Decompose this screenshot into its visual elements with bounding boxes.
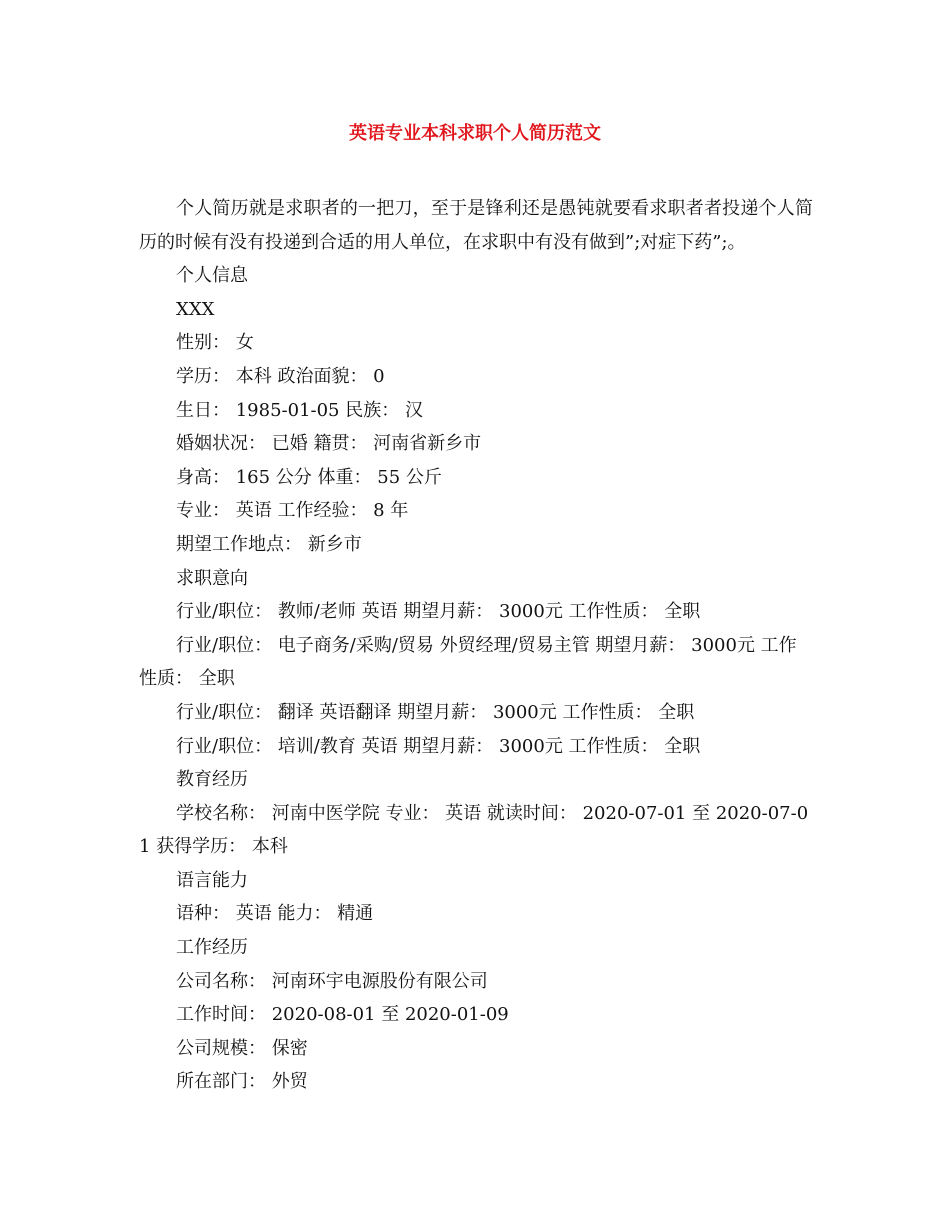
department-line: 所在部门： 外贸 xyxy=(176,1071,308,1093)
desired-location-line: 期望工作地点： 新乡市 xyxy=(176,533,362,555)
job-intention-line-2: 行业/职位： 电子商务/采购/贸易 外贸经理/贸易主管 期望月薪： 3000元 工作性质： 全职 xyxy=(139,634,797,690)
section-heading-education: 教育经历 xyxy=(176,769,248,791)
height-weight-line: 身高： 165 公分 体重： 55 公斤 xyxy=(176,466,442,488)
section-heading-language: 语言能力 xyxy=(176,869,248,891)
job-intention-line-1: 行业/职位： 教师/老师 英语 期望月薪： 3000元 工作性质： 全职 xyxy=(176,601,701,623)
gender-line: 性别： 女 xyxy=(176,332,254,354)
section-heading-personal-info: 个人信息 xyxy=(176,265,248,287)
major-experience-line: 专业： 英语 工作经验： 8 年 xyxy=(176,500,409,522)
work-period-line: 工作时间： 2020-08-01 至 2020-01-09 xyxy=(176,1004,509,1026)
education-line: 学校名称： 河南中医学院 专业： 英语 就读时间： 2020-07-01 至 2020-07-01 获得学历： 本科 xyxy=(139,802,809,858)
intro-paragraph: 个人简历就是求职者的一把刀，至于是锋利还是愚钝就要看求职者者投递个人简历的时候有没有投递到合适的用人单位，在求职中有没有做到”;对症下药”;。 xyxy=(139,198,813,253)
job-intention-line-4: 行业/职位： 培训/教育 英语 期望月薪： 3000元 工作性质： 全职 xyxy=(176,735,701,757)
name-line: XXX xyxy=(176,298,215,320)
section-heading-work-experience: 工作经历 xyxy=(176,937,248,959)
language-line: 语种： 英语 能力： 精通 xyxy=(176,903,374,925)
marital-origin-line: 婚姻状况： 已婚 籍贯： 河南省新乡市 xyxy=(176,433,482,455)
document-body xyxy=(139,192,813,1099)
education-politics-line: 学历： 本科 政治面貌： 0 xyxy=(176,365,385,387)
job-intention-line-3: 行业/职位： 翻译 英语翻译 期望月薪： 3000元 工作性质： 全职 xyxy=(176,701,695,723)
birthday-ethnicity-line: 生日： 1985-01-05 民族： 汉 xyxy=(176,399,423,421)
document-title: 英语专业本科求职个人简历范文 xyxy=(349,123,601,144)
section-heading-job-intention: 求职意向 xyxy=(176,567,248,589)
company-name-line: 公司名称： 河南环宇电源股份有限公司 xyxy=(176,970,488,992)
company-size-line: 公司规模： 保密 xyxy=(176,1037,308,1059)
